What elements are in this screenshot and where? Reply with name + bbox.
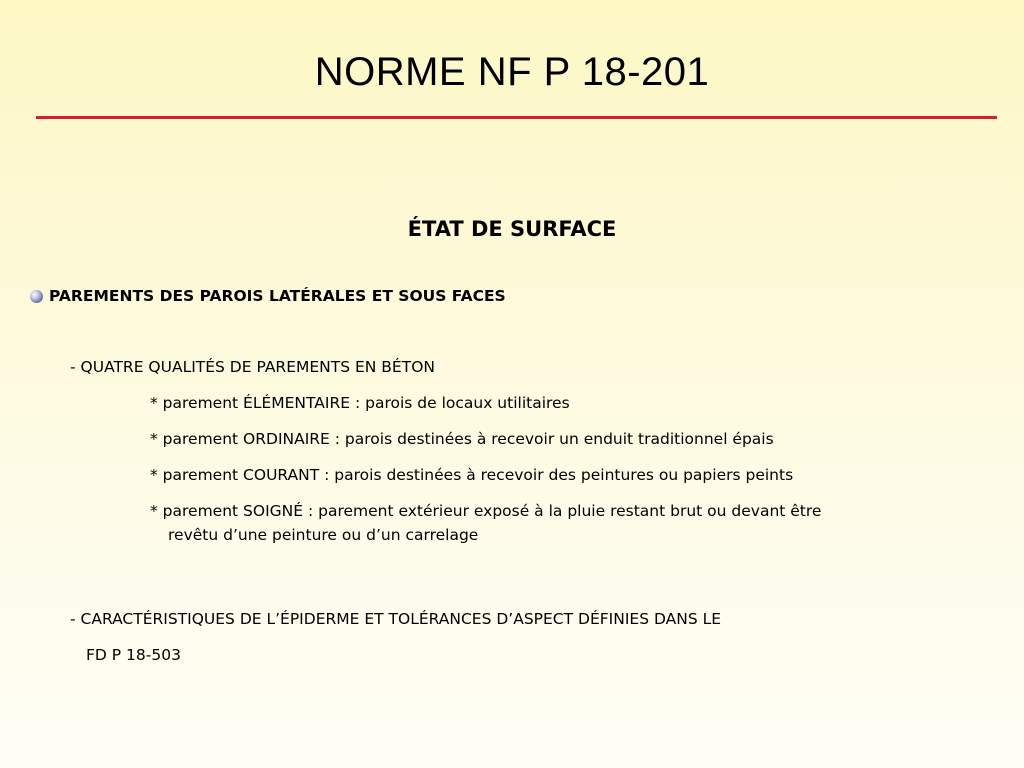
bullet-point <box>30 284 506 308</box>
characteristics-line: - CARACTÉRISTIQUES DE L’ÉPIDERME ET TOLÉRANCES D’ASPECT DÉFINIES DANS LE <box>70 610 722 628</box>
slide-title: NORME NF P 18-201 <box>314 50 710 94</box>
list-item: * parement COURANT : parois destinées à recevoir des peintures ou papiers peints <box>150 466 794 484</box>
round-bullet-icon <box>30 290 43 303</box>
qualities-heading: - QUATRE QUALITÉS DE PAREMENTS EN BÉTON <box>70 358 435 376</box>
list-item: * parement SOIGNÉ : parement extérieur exposé à la pluie restant brut ou devant être <box>150 502 822 520</box>
characteristics-reference: FD P 18-503 <box>86 646 181 664</box>
list-item-continuation: revêtu d’une peinture ou d’un carrelage <box>168 526 479 544</box>
list-item: * parement ÉLÉMENTAIRE : parois de locaux utilitaires <box>150 394 570 412</box>
bullet-text: PAREMENTS DES PAROIS LATÉRALES ET SOUS FACES <box>49 287 506 305</box>
title-divider <box>36 116 997 119</box>
section-heading: ÉTAT DE SURFACE <box>407 217 617 241</box>
list-item: * parement ORDINAIRE : parois destinées à recevoir un enduit traditionnel épais <box>150 430 774 448</box>
